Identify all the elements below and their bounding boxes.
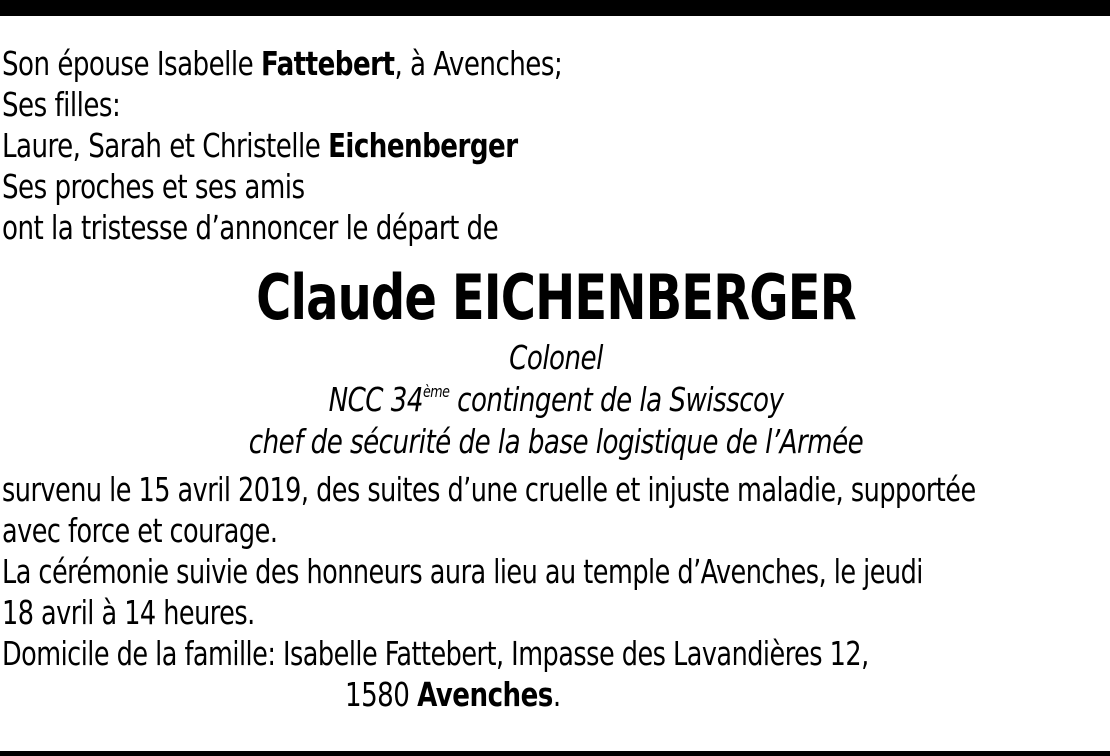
relatives-line: Ses proches et ses amis bbox=[2, 167, 305, 206]
top-border-rule bbox=[0, 0, 1110, 16]
family-announcement bbox=[2, 43, 1110, 248]
daughters-names: Laure, Sarah et Christelle bbox=[2, 126, 329, 165]
daughters-surname: Eichenberger bbox=[328, 126, 518, 165]
domicile-end: . bbox=[552, 675, 561, 714]
domicile-line-1: Domicile de la famille: Isabelle Fattebert, Impasse des Lavandières 12, bbox=[2, 634, 869, 673]
deceased-role: chef de sécurité de la base logistique de l’Armée bbox=[248, 422, 864, 461]
domicile-city: Avenches bbox=[417, 675, 553, 714]
bottom-border-rule bbox=[0, 751, 1110, 756]
domicile-postcode: 1580 bbox=[345, 675, 418, 714]
unit-superscript: ème bbox=[422, 382, 450, 401]
spouse-line-prefix: Son épouse Isabelle bbox=[2, 44, 261, 83]
unit-prefix: NCC 34 bbox=[328, 380, 423, 419]
deceased-titles bbox=[68, 337, 1043, 463]
spouse-surname: Fattebert bbox=[260, 44, 395, 83]
spouse-line-suffix: , à Avenches; bbox=[394, 44, 563, 83]
death-line-2: avec force et courage. bbox=[2, 511, 278, 550]
deceased-rank: Colonel bbox=[509, 338, 603, 377]
obituary-notice bbox=[2, 43, 1110, 715]
spouse-line bbox=[2, 43, 977, 84]
daughters-line bbox=[2, 125, 977, 166]
obituary-details bbox=[2, 469, 1110, 715]
deceased-name: Claude EICHENBERGER bbox=[256, 261, 856, 334]
ceremony-line-2: 18 avril à 14 heures. bbox=[2, 593, 255, 632]
daughters-heading: Ses filles: bbox=[2, 85, 121, 124]
unit-suffix: contingent de la Swisscoy bbox=[449, 380, 784, 419]
announcement-line: ont la tristesse d’annoncer le départ de bbox=[2, 208, 499, 247]
domicile-line-2 bbox=[2, 674, 1110, 715]
ceremony-line-1: La cérémonie suivie des honneurs aura lieu au temple d’Avenches, le jeudi bbox=[2, 552, 923, 591]
deceased-unit bbox=[68, 379, 1043, 421]
death-line-1: survenu le 15 avril 2019, des suites d’une cruelle et injuste maladie, supportée bbox=[2, 470, 976, 509]
